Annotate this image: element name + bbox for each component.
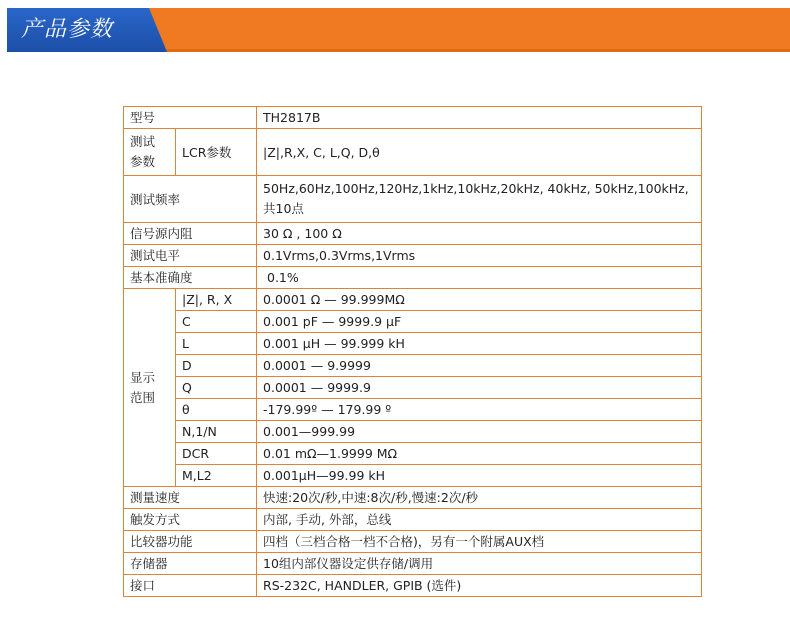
- spec-label: 接口: [124, 575, 257, 597]
- spec-table: [123, 106, 702, 597]
- section-title: 产品参数: [21, 17, 114, 42]
- range-value: -179.99º — 179.99 º: [257, 399, 702, 421]
- spec-label: 基本准确度: [124, 267, 257, 289]
- range-value: 0.001 pF — 9999.9 μF: [257, 311, 702, 333]
- range-param: DCR: [176, 443, 257, 465]
- spec-label: 比较器功能: [124, 531, 257, 553]
- range-param: |Z|, R, X: [176, 289, 257, 311]
- spec-row-test-params: [124, 129, 702, 176]
- spec-row-display-range: [124, 465, 702, 487]
- spec-row-trigger-mode: [124, 509, 702, 531]
- spec-value: 内部, 手动, 外部，总线: [257, 509, 702, 531]
- section-header-banner: [7, 8, 790, 52]
- spec-row-measure-speed: [124, 487, 702, 509]
- spec-value: 30 Ω , 100 Ω: [257, 223, 702, 245]
- range-param: θ: [176, 399, 257, 421]
- range-value: 0.0001 Ω — 99.999MΩ: [257, 289, 702, 311]
- spec-value: 0.1Vrms,0.3Vrms,1Vrms: [257, 245, 702, 267]
- range-value: 0.001μH—99.99 kH: [257, 465, 702, 487]
- range-value: 0.0001 — 9999.9: [257, 377, 702, 399]
- spec-row-display-range: [124, 443, 702, 465]
- spec-value: 快速:20次/秒,中速:8次/秒,慢速:2次/秒: [257, 487, 702, 509]
- range-value: 0.01 mΩ—1.9999 MΩ: [257, 443, 702, 465]
- spec-value: 50Hz,60Hz,100Hz,120Hz,1kHz,10kHz,20kHz, 40kHz, 50kHz,100kHz, 共10点: [257, 176, 702, 223]
- spec-label: 存储器: [124, 553, 257, 575]
- range-param: D: [176, 355, 257, 377]
- spec-row-interface: [124, 575, 702, 597]
- range-value: 0.0001 — 9.9999: [257, 355, 702, 377]
- range-param: C: [176, 311, 257, 333]
- range-value: 0.001—999.99: [257, 421, 702, 443]
- spec-row-display-range: [124, 311, 702, 333]
- spec-row-basic-accuracy: [124, 267, 702, 289]
- spec-label: 测试电平: [124, 245, 257, 267]
- spec-label: 型号: [124, 107, 257, 129]
- spec-value: RS-232C, HANDLER, GPIB (选件): [257, 575, 702, 597]
- spec-value: 0.1%: [257, 267, 702, 289]
- spec-row-source-impedance: [124, 223, 702, 245]
- spec-row-comparator: [124, 531, 702, 553]
- spec-label: 测试频率: [124, 176, 257, 223]
- spec-label: 显示 范围: [124, 289, 176, 487]
- spec-label: 测试 参数: [124, 129, 176, 176]
- spec-row-test-level: [124, 245, 702, 267]
- spec-row-display-range: [124, 333, 702, 355]
- spec-label: 触发方式: [124, 509, 257, 531]
- spec-sub-label: LCR参数: [176, 129, 257, 176]
- range-value: 0.001 μH — 99.999 kH: [257, 333, 702, 355]
- spec-value: |Z|,R,X, C, L,Q, D,θ: [257, 129, 702, 176]
- spec-label: 测量速度: [124, 487, 257, 509]
- range-param: L: [176, 333, 257, 355]
- spec-row-model: [124, 107, 702, 129]
- spec-row-display-range: [124, 377, 702, 399]
- spec-row-storage: [124, 553, 702, 575]
- range-param: Q: [176, 377, 257, 399]
- range-param: N,1/N: [176, 421, 257, 443]
- spec-row-test-freq: [124, 176, 702, 223]
- spec-row-display-range: [124, 399, 702, 421]
- spec-row-display-range: [124, 421, 702, 443]
- spec-row-display-range: [124, 355, 702, 377]
- range-param: M,L2: [176, 465, 257, 487]
- spec-value: 四档（三档合格一档不合格)，另有一个附属AUX档: [257, 531, 702, 553]
- spec-value: 10组内部仪器设定供存储/调用: [257, 553, 702, 575]
- spec-label: 信号源内阻: [124, 223, 257, 245]
- spec-value: TH2817B: [257, 107, 702, 129]
- spec-row-display-range: [124, 289, 702, 311]
